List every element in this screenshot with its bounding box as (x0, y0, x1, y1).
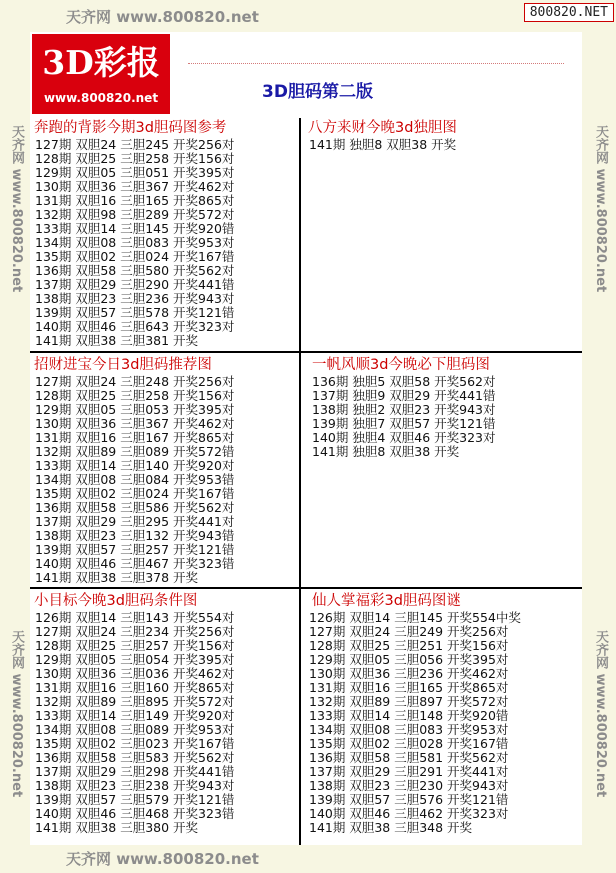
draw-row: 141期 双胆38 三胆380 开奖 (35, 820, 199, 835)
watermark-bottom: 天齐网 www.800820.net (66, 850, 259, 868)
draw-row: 129期 双胆05 三胆056 开奖395对 (309, 652, 509, 667)
draw-row: 132期 双胆98 三胆289 开奖572对 (35, 207, 235, 222)
draw-row: 139期 独胆7 双胆57 开奖121错 (312, 416, 496, 431)
column-divider (299, 118, 301, 845)
draw-row: 137期 双胆29 三胆295 开奖441对 (35, 514, 235, 529)
draw-row: 127期 双胆24 三胆234 开奖256对 (35, 624, 235, 639)
edition-title: 3D胆码第二版 (262, 82, 373, 102)
draw-row: 132期 双胆89 三胆897 开奖572对 (309, 694, 509, 709)
draw-row: 141期 独胆8 双胆38 开奖 (312, 444, 460, 459)
draw-row: 131期 双胆16 三胆165 开奖865对 (309, 680, 509, 695)
panel-zhaocai (30, 355, 299, 587)
draw-row: 133期 双胆14 三胆148 开奖920错 (309, 708, 509, 723)
draw-row: 134期 双胆08 三胆084 开奖953错 (35, 472, 235, 487)
logo (32, 34, 170, 114)
draw-row: 138期 独胆2 双胆23 开奖943对 (312, 402, 496, 417)
draw-row: 138期 双胆23 三胆230 开奖943对 (309, 778, 509, 793)
draw-row: 134期 双胆08 三胆083 开奖953对 (35, 235, 235, 250)
draw-row: 129期 双胆05 三胆053 开奖395对 (35, 402, 235, 417)
draw-row: 140期 双胆46 三胆467 开奖323错 (35, 556, 235, 571)
draw-row: 130期 双胆36 三胆236 开奖462对 (309, 666, 509, 681)
panel-xiaomubiao (30, 591, 299, 845)
row-divider (30, 351, 582, 353)
draw-row: 139期 双胆57 三胆576 开奖121错 (309, 792, 509, 807)
draw-row: 135期 双胆02 三胆023 开奖167错 (35, 736, 235, 751)
panel-bafang (304, 118, 582, 349)
draw-row: 140期 双胆46 三胆643 开奖323对 (35, 319, 235, 334)
draw-row: 126期 双胆14 三胆143 开奖554对 (35, 610, 235, 625)
draw-row: 136期 双胆58 三胆581 开奖562对 (309, 750, 509, 765)
draw-row: 136期 独胆5 双胆58 开奖562对 (312, 374, 496, 389)
draw-row: 133期 双胆14 三胆140 开奖920对 (35, 458, 235, 473)
draw-row: 126期 双胆14 三胆145 开奖554中奖 (309, 610, 521, 625)
draw-row: 133期 双胆14 三胆149 开奖920对 (35, 708, 235, 723)
logo-url: www.800820.net (43, 91, 159, 105)
logo-title: 3D彩报 (42, 43, 160, 82)
draw-row: 141期 双胆38 三胆378 开奖 (35, 570, 199, 585)
draw-row: 130期 双胆36 三胆367 开奖462对 (35, 179, 235, 194)
panel-benpao (30, 118, 299, 349)
draw-row: 137期 双胆29 三胆290 开奖441错 (35, 277, 235, 292)
draw-row: 136期 双胆58 三胆586 开奖562对 (35, 500, 235, 515)
row-divider (30, 587, 582, 589)
panel-title: 仙人掌福彩3d胆码图谜 (312, 593, 461, 609)
draw-row: 139期 双胆57 三胆257 开奖121错 (35, 542, 235, 557)
bulletin-page (30, 32, 582, 845)
draw-row: 134期 双胆08 三胆089 开奖953对 (35, 722, 235, 737)
panel-title: 奔跑的背影今期3d胆码图参考 (34, 120, 227, 136)
row-list (304, 611, 582, 835)
draw-row: 141期 独胆8 双胆38 开奖 (309, 137, 457, 152)
draw-row: 131期 双胆16 三胆160 开奖865对 (35, 680, 235, 695)
draw-row: 127期 双胆24 三胆248 开奖256对 (35, 374, 235, 389)
draw-row: 140期 双胆46 三胆468 开奖323错 (35, 806, 235, 821)
draw-row: 135期 双胆02 三胆028 开奖167错 (309, 736, 509, 751)
draw-row: 134期 双胆08 三胆083 开奖953对 (309, 722, 509, 737)
side-watermark: 天齐网 www.800820.net (9, 630, 24, 798)
draw-row: 127期 双胆24 三胆249 开奖256对 (309, 624, 509, 639)
draw-row: 130期 双胆36 三胆367 开奖462对 (35, 416, 235, 431)
draw-row: 138期 双胆23 三胆238 开奖943对 (35, 778, 235, 793)
side-watermark: 天齐网 www.800820.net (593, 125, 608, 293)
draw-row: 132期 双胆89 三胆895 开奖572对 (35, 694, 235, 709)
draw-row: 138期 双胆23 三胆132 开奖943错 (35, 528, 235, 543)
row-list (30, 611, 299, 835)
panel-title: 一帆风顺3d今晚必下胆码图 (312, 357, 490, 373)
row-list (30, 138, 299, 348)
row-list (304, 138, 582, 152)
draw-row: 129期 双胆05 三胆054 开奖395对 (35, 652, 235, 667)
row-list (30, 375, 299, 585)
draw-row: 138期 双胆23 三胆236 开奖943对 (35, 291, 235, 306)
draw-row: 127期 双胆24 三胆245 开奖256对 (35, 137, 235, 152)
row-list (304, 375, 582, 459)
draw-row: 141期 双胆38 三胆348 开奖 (309, 820, 473, 835)
panel-title: 八方来财今晚3d独胆图 (308, 120, 457, 136)
watermark-top: 天齐网 www.800820.net (66, 8, 259, 26)
draw-row: 137期 双胆29 三胆298 开奖441错 (35, 764, 235, 779)
draw-row: 137期 独胆9 双胆29 开奖441错 (312, 388, 496, 403)
draw-row: 140期 独胆4 双胆46 开奖323对 (312, 430, 496, 445)
draw-row: 136期 双胆58 三胆583 开奖562对 (35, 750, 235, 765)
draw-row: 135期 双胆02 三胆024 开奖167错 (35, 486, 235, 501)
panel-title: 招财进宝今日3d胆码推荐图 (34, 357, 212, 373)
draw-row: 132期 双胆89 三胆089 开奖572错 (35, 444, 235, 459)
panel-yifan (304, 355, 582, 587)
draw-row: 130期 双胆36 三胆036 开奖462对 (35, 666, 235, 681)
draw-row: 139期 双胆57 三胆578 开奖121错 (35, 305, 235, 320)
draw-row: 128期 双胆25 三胆258 开奖156对 (35, 151, 235, 166)
draw-row: 131期 双胆16 三胆167 开奖865对 (35, 430, 235, 445)
side-watermark: 天齐网 www.800820.net (9, 125, 24, 293)
draw-row: 128期 双胆25 三胆258 开奖156对 (35, 388, 235, 403)
draw-row: 128期 双胆25 三胆257 开奖156对 (35, 638, 235, 653)
draw-row: 135期 双胆02 三胆024 开奖167错 (35, 249, 235, 264)
side-watermark: 天齐网 www.800820.net (593, 630, 608, 798)
draw-row: 129期 双胆05 三胆051 开奖395对 (35, 165, 235, 180)
draw-row: 136期 双胆58 三胆580 开奖562对 (35, 263, 235, 278)
panel-title: 小目标今晚3d胆码条件图 (34, 593, 198, 609)
draw-row: 128期 双胆25 三胆251 开奖156对 (309, 638, 509, 653)
header-divider (188, 63, 564, 64)
draw-row: 141期 双胆38 三胆381 开奖 (35, 333, 199, 348)
watermark-badge: 800820.NET (524, 3, 614, 22)
draw-row: 133期 双胆14 三胆145 开奖920错 (35, 221, 235, 236)
panel-xianrenzhang (304, 591, 582, 845)
draw-row: 137期 双胆29 三胆291 开奖441对 (309, 764, 509, 779)
draw-row: 131期 双胆16 三胆165 开奖865对 (35, 193, 235, 208)
draw-row: 139期 双胆57 三胆579 开奖121错 (35, 792, 235, 807)
draw-row: 140期 双胆46 三胆462 开奖323对 (309, 806, 509, 821)
